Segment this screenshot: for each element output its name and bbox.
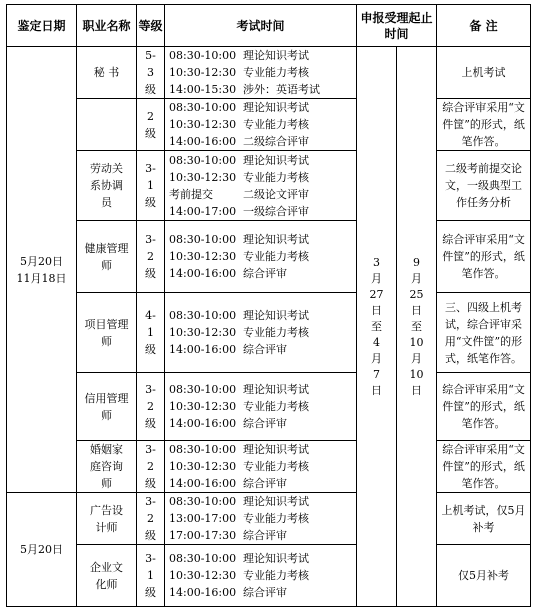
exam-time-range: 10:30-12:30 — [169, 170, 237, 184]
exam-subject: 综合评审 — [243, 343, 287, 356]
exam-subject: 专业能力考核 — [243, 66, 309, 79]
exam-time-range: 08:30-10:00 — [169, 309, 237, 322]
exam-time-line — [169, 248, 356, 265]
exam-subject: 二级论文评审 — [243, 187, 309, 201]
exam-time-cell — [165, 493, 357, 545]
exam-time-cell — [165, 373, 357, 441]
level-value: 3-2级 — [145, 443, 156, 490]
exam-time-line — [169, 415, 356, 432]
exam-time-range: 14:00-16:00 — [169, 343, 237, 356]
exam-time-range: 08:30-10:00 — [169, 233, 237, 246]
exam-time-line — [169, 133, 356, 150]
level-value: 2级 — [145, 109, 156, 140]
profession-cell — [77, 441, 137, 493]
remark-text: 上机考试，仅5月补考 — [441, 503, 526, 534]
remark-text: 综合评审采用“文件筐”的形式，纸笔作答。 — [442, 233, 525, 280]
remark-cell — [437, 493, 531, 545]
date-cell — [7, 493, 77, 607]
exam-time-line — [169, 381, 356, 398]
exam-time-line — [169, 341, 356, 358]
exam-time-range: 14:00-16:00 — [169, 267, 237, 280]
remark-text: 综合评审采用“文件筐”的形式，纸笔作答。 — [442, 383, 525, 430]
table-row — [7, 221, 531, 293]
level-cell — [137, 47, 165, 99]
exam-subject: 一级综合评审 — [243, 204, 309, 218]
remark-text: 三、四级上机考试，综合评审采用“文件筐”的形式，纸笔作答。 — [444, 300, 523, 365]
level-value: 5-3级 — [145, 49, 156, 96]
level-cell — [137, 99, 165, 151]
exam-subject: 综合评审 — [243, 477, 287, 490]
exam-subject: 理论知识考试 — [243, 49, 309, 62]
exam-time-line — [169, 152, 356, 169]
level-value: 3-2级 — [145, 495, 156, 542]
profession-name: 信用管理师 — [84, 391, 129, 422]
exam-subject: 理论知识考试 — [243, 495, 309, 508]
remark-text: 上机考试 — [461, 66, 506, 79]
level-value: 3-2级 — [145, 383, 156, 430]
exam-subject: 专业能力考核 — [243, 512, 309, 525]
exam-time-cell — [165, 293, 357, 373]
application-date-char: 日 — [411, 303, 422, 317]
exam-time-line — [169, 550, 356, 567]
level-value: 4-1级 — [145, 309, 156, 356]
exam-time-range: 10:30-12:30 — [169, 326, 237, 339]
profession-name: 秘 书 — [93, 66, 120, 79]
exam-time-line — [169, 47, 356, 64]
application-date-char: 月 — [411, 351, 422, 365]
remark-cell — [437, 373, 531, 441]
table-row — [7, 99, 531, 151]
exam-time-range: 08:30-10:00 — [169, 495, 237, 508]
exam-time-range: 10:30-12:30 — [169, 118, 237, 131]
table-row — [7, 373, 531, 441]
profession-cell — [77, 493, 137, 545]
exam-schedule-table — [6, 4, 531, 607]
table-row — [7, 47, 531, 99]
exam-time-range: 10:30-12:30 — [169, 460, 237, 473]
application-date-char: 10 — [409, 367, 424, 381]
exam-time-cell — [165, 221, 357, 293]
exam-subject: 理论知识考试 — [243, 552, 309, 565]
application-date-char: 10 — [409, 335, 424, 349]
exam-subject: 理论知识考试 — [243, 383, 309, 396]
table-body — [7, 47, 531, 607]
exam-time-range: 08:30-10:00 — [169, 49, 237, 62]
header-date: 鉴定日期 — [7, 5, 77, 47]
date-line: 11月18日 — [16, 271, 67, 285]
header-level: 等级 — [137, 5, 165, 47]
profession-name: 健康管理师 — [84, 241, 129, 272]
exam-time-range: 08:30-10:00 — [169, 383, 237, 396]
exam-subject: 二级综合评审 — [243, 135, 309, 148]
application-date-char: 日 — [411, 383, 422, 397]
remark-cell — [437, 99, 531, 151]
remark-text: 二级考前提交论文，一级典型工作任务分析 — [445, 162, 523, 209]
level-value: 3-1级 — [145, 162, 156, 209]
profession-name: 企业文化师 — [90, 560, 123, 591]
exam-subject: 理论知识考试 — [243, 233, 309, 246]
exam-time-cell — [165, 151, 357, 221]
remark-text: 综合评审采用“文件筐”的形式，纸笔作答。 — [442, 101, 525, 148]
header-profession: 职业名称 — [77, 5, 137, 47]
exam-subject: 综合评审 — [243, 586, 287, 599]
exam-time-range: 10:30-12:30 — [169, 66, 237, 79]
exam-subject: 综合评审 — [243, 417, 287, 430]
exam-subject: 专业能力考核 — [243, 326, 309, 339]
application-date-char: 25 — [409, 287, 424, 301]
exam-time-line — [169, 231, 356, 248]
exam-time-range: 08:30-10:00 — [169, 101, 237, 114]
application-date-char: 至 — [371, 319, 382, 333]
exam-time-range: 考前提交 — [169, 187, 213, 201]
application-date-char: 3 — [373, 255, 380, 269]
header-application: 申报受理起止时间 — [357, 5, 437, 47]
application-date-char: 27 — [369, 287, 384, 301]
application-date-char: 日 — [371, 303, 382, 317]
exam-time-line — [169, 99, 356, 116]
exam-time-line — [169, 493, 356, 510]
exam-time-line — [169, 398, 356, 415]
date-line: 5月20日 — [20, 254, 63, 268]
date-line: 5月20日 — [20, 543, 63, 556]
application-start-cell — [357, 47, 397, 607]
exam-time-line — [169, 510, 356, 527]
exam-time-line — [169, 324, 356, 341]
date-cell — [7, 47, 77, 493]
exam-time-line — [169, 475, 356, 492]
table-row — [7, 545, 531, 607]
exam-subject: 理论知识考试 — [243, 101, 309, 114]
application-date-char: 9 — [413, 255, 420, 269]
header-row — [7, 5, 531, 47]
application-date-char: 月 — [411, 271, 422, 285]
exam-time-range: 10:30-12:30 — [169, 400, 237, 413]
level-value: 3-1级 — [145, 552, 156, 599]
profession-cell — [77, 293, 137, 373]
level-cell — [137, 151, 165, 221]
exam-time-line — [169, 584, 356, 601]
exam-time-range: 14:00-16:00 — [169, 586, 237, 599]
exam-subject: 综合评审 — [243, 267, 287, 280]
exam-subject: 理论知识考试 — [243, 153, 309, 167]
exam-time-range: 14:00-16:00 — [169, 477, 237, 490]
exam-time-cell — [165, 545, 357, 607]
exam-time-line — [169, 441, 356, 458]
profession-name: 劳动关系协调员 — [90, 162, 123, 209]
exam-time-line — [169, 116, 356, 133]
application-date-char: 月 — [371, 271, 382, 285]
level-cell — [137, 493, 165, 545]
level-cell — [137, 441, 165, 493]
exam-subject: 综合评审 — [243, 529, 287, 542]
profession-name: 项目管理师 — [84, 317, 129, 348]
profession-cell — [77, 373, 137, 441]
exam-time-line — [169, 186, 356, 203]
header-exam-time: 考试时间 — [165, 5, 357, 47]
exam-subject: 理论知识考试 — [243, 309, 309, 322]
level-value: 3-2级 — [145, 233, 156, 280]
exam-time-line — [169, 527, 356, 544]
exam-time-line — [169, 458, 356, 475]
exam-subject: 专业能力考核 — [243, 400, 309, 413]
exam-time-range: 10:30-12:30 — [169, 569, 237, 582]
exam-time-range: 08:30-10:00 — [169, 443, 237, 456]
application-end-cell — [397, 47, 437, 607]
remark-cell — [437, 221, 531, 293]
remark-cell — [437, 293, 531, 373]
table-row — [7, 441, 531, 493]
table-row — [7, 493, 531, 545]
remark-cell — [437, 151, 531, 221]
exam-time-line — [169, 567, 356, 584]
application-date-char: 日 — [371, 383, 382, 397]
exam-subject: 专业能力考核 — [243, 569, 309, 582]
exam-time-range: 17:00-17:30 — [169, 529, 237, 542]
exam-time-line — [169, 169, 356, 186]
table-row — [7, 293, 531, 373]
profession-cell — [77, 99, 137, 151]
application-date-char: 月 — [371, 351, 382, 365]
profession-cell — [77, 151, 137, 221]
remark-cell — [437, 545, 531, 607]
profession-cell — [77, 545, 137, 607]
exam-time-line — [169, 265, 356, 282]
application-date-char: 4 — [373, 335, 380, 349]
level-cell — [137, 293, 165, 373]
exam-subject: 涉外：英语考试 — [243, 83, 320, 96]
level-cell — [137, 221, 165, 293]
exam-time-line — [169, 81, 356, 98]
table-row — [7, 151, 531, 221]
exam-time-range: 08:30-10:00 — [169, 153, 237, 167]
exam-time-range: 14:00-17:00 — [169, 204, 237, 218]
remark-cell — [437, 47, 531, 99]
profession-name: 广告设计师 — [90, 503, 123, 534]
exam-time-cell — [165, 47, 357, 99]
header-remarks: 备 注 — [437, 5, 531, 47]
remark-text: 综合评审采用“文件筐”的形式，纸笔作答。 — [442, 443, 525, 490]
profession-name: 婚姻家庭咨询师 — [90, 443, 123, 490]
exam-subject: 专业能力考核 — [243, 250, 309, 263]
exam-time-range: 14:00-15:30 — [169, 83, 237, 96]
exam-time-line — [169, 203, 356, 220]
exam-time-range: 13:00-17:00 — [169, 512, 237, 525]
level-cell — [137, 373, 165, 441]
exam-time-line — [169, 307, 356, 324]
remark-cell — [437, 441, 531, 493]
application-date-char: 至 — [411, 319, 422, 333]
profession-cell — [77, 47, 137, 99]
exam-time-range: 08:30-10:00 — [169, 552, 237, 565]
exam-time-range: 14:00-16:00 — [169, 417, 237, 430]
exam-subject: 专业能力考核 — [243, 118, 309, 131]
exam-time-cell — [165, 99, 357, 151]
exam-subject: 理论知识考试 — [243, 443, 309, 456]
exam-subject: 专业能力考核 — [243, 170, 309, 184]
exam-time-cell — [165, 441, 357, 493]
exam-time-range: 14:00-16:00 — [169, 135, 237, 148]
application-date-char: 7 — [373, 367, 380, 381]
level-cell — [137, 545, 165, 607]
exam-schedule — [6, 4, 531, 607]
exam-subject: 专业能力考核 — [243, 460, 309, 473]
profession-cell — [77, 221, 137, 293]
remark-text: 仅5月补考 — [458, 569, 510, 582]
exam-time-range: 10:30-12:30 — [169, 250, 237, 263]
exam-time-line — [169, 64, 356, 81]
